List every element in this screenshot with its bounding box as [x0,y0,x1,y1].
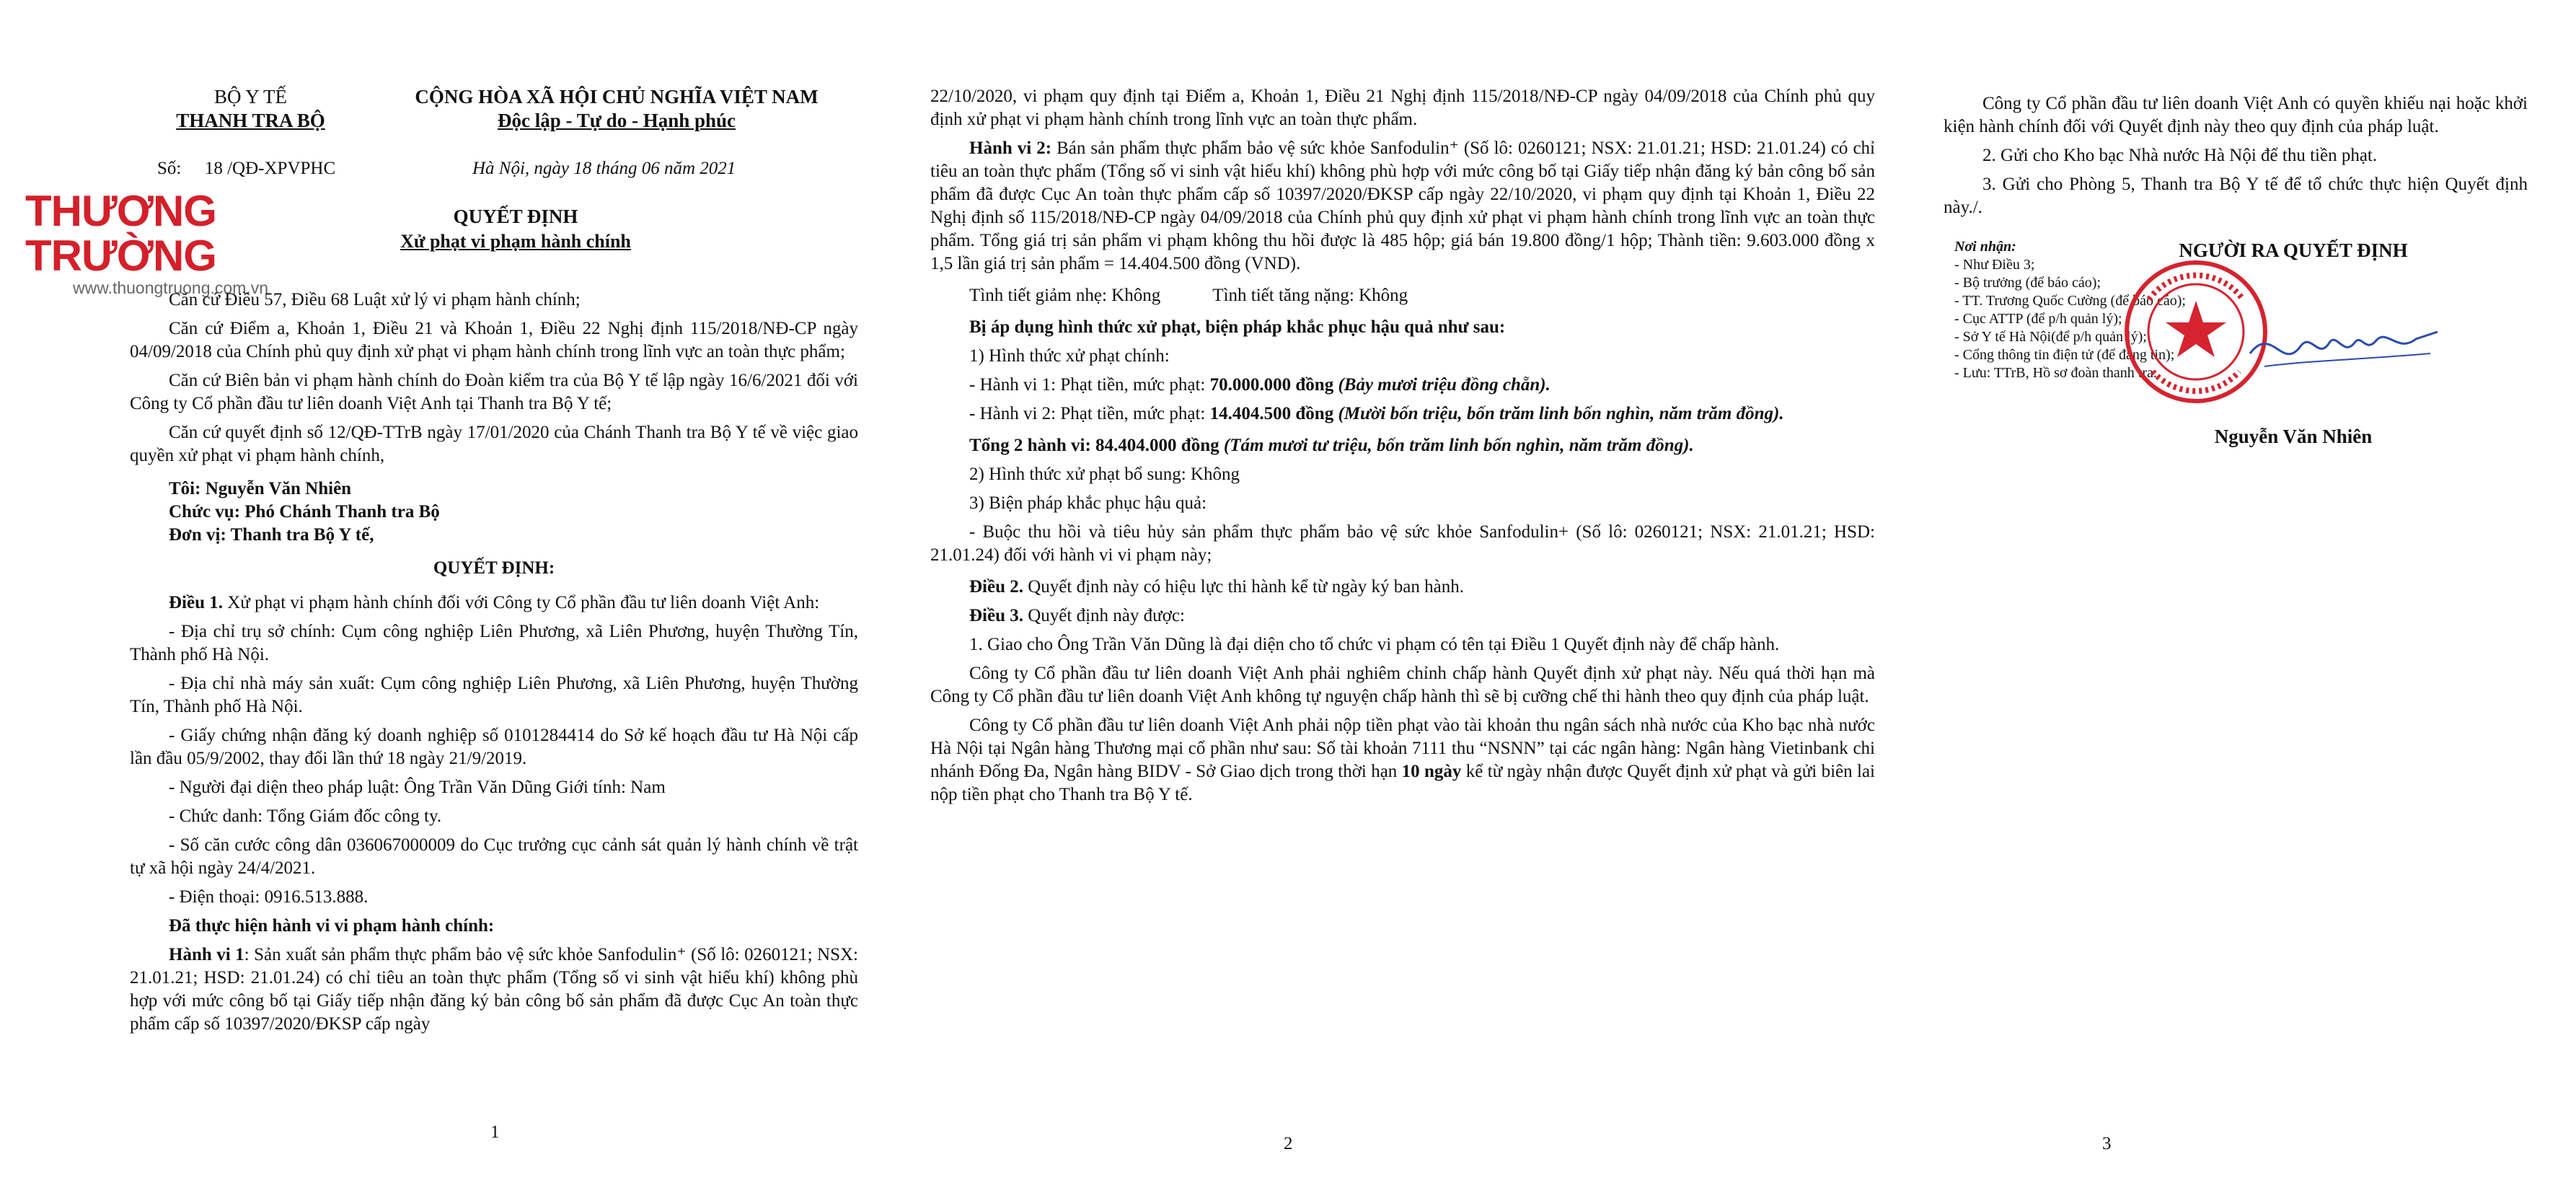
document-date: Hà Nội, ngày 18 tháng 06 năm 2021 [472,159,736,178]
agency-top: BỘ Y TẾ [214,86,287,107]
mitigating: Tình tiết giảm nhẹ: Không [969,286,1161,305]
violation-1-continued: 22/10/2020, vi phạm quy định tại Điểm a, Khoản 1, Điều 21 Nghị định 115/2018/NĐ-CP ngày 04/09/2018 của Chính phủ quy định xử phạt vi phạm hành chính trong lĩnh vực an toàn thực phẩm. [930,87,1875,129]
complaint-right: Công ty Cổ phần đầu tư liên doanh Việt Anh có quyền khiếu nại hoặc khởi kiện hành chính đối với Quyết định này theo quy định của pháp luật. [1944,94,2528,136]
company-detail: - Chức danh: Tổng Giám đốc công ty. [169,806,442,826]
company-detail: - Người đại diện theo pháp luật: Ông Trần Văn Dũng Giới tính: Nam [169,778,666,797]
send-treasury: 2. Gửi cho Kho bạc Nhà nước Hà Nội để thu tiền phạt. [1982,146,2378,165]
article-3-payment: Công ty Cổ phần đầu tư liên doanh Việt Anh phải nộp tiền phạt vào tài khoản thu ngân sách nhà nước của Kho bạc nhà nước Hà Nội tại Ngân hàng Thương mại cổ phần như sau: Số tài khoản 7111 thu “NSNN” tại các ngân hàng: Ngân hàng Vietinbank chi nhánh Đống Đa, Ngân hàng BIDV - Sở Giao dịch trong thời hạn 10 ngày kể từ ngày nhận được Quyết định xử phạt và gửi biên lai nộp tiền phạt cho Thanh tra Bộ Y tế. [930,716,1875,804]
article-1: Điều 1. Xử phạt vi phạm hành chính đối với Công ty Cổ phần đầu tư liên doanh Việt Anh: [169,593,820,612]
fine-2: - Hành vi 2: Phạt tiền, mức phạt: 14.404.500 đồng (Mười bốn triệu, bốn trăm linh bốn nghìn, năm trăm đồng). [969,404,1784,423]
page-number: 2 [1284,1134,1293,1153]
official-unit: Đơn vị: Thanh tra Bộ Y tế, [169,525,374,545]
page-2 [891,0,1904,1183]
recipient-item: - Sở Y tế Hà Nội(để p/h quản lý); [1954,329,2147,345]
official-info [169,478,858,547]
doc-title: QUYẾT ĐỊNH [453,206,578,227]
company-detail: - Giấy chứng nhận đăng ký doanh nghiệp số 0101284414 do Sở kế hoạch đầu tư Hà Nội cấp lần đầu 05/9/2002, thay đổi lần thứ 18 ngày 21/9/2019. [130,726,858,768]
basis-item: Căn cứ Điểm a, Khoản 1, Điều 21 và Khoản 1, Điều 22 Nghị định 115/2018/NĐ-CP ngày 04/09/2018 của Chính phủ quy định xử phạt vi phạm hành chính trong lĩnh vực an toàn thực phẩm; [130,319,858,361]
aggravating: Tình tiết tăng nặng: Không [1212,286,1408,305]
recipient-item: - TT. Trương Quốc Cường (để báo cáo); [1954,293,2186,309]
page-2-body [930,85,1875,812]
recipient-item: - Cổng thông tin điện tử (để đăng tin); [1954,347,2175,363]
doc-subtitle: Xử phạt vi phạm hành chính [400,231,631,252]
total-fine: Tổng 2 hành vi: 84.404.000 đồng (Tám mươi tư triệu, bốn trăm linh bốn nghìn, năm trăm đồng). [969,436,1694,455]
signer-title: NGƯỜI RA QUYẾT ĐỊNH [2179,239,2408,261]
fine-1: - Hành vi 1: Phạt tiền, mức phạt: 70.000.000 đồng (Bảy mươi triệu đồng chẵn). [969,375,1551,395]
recipient-item: - Như Điều 3; [1954,257,2035,273]
page-3-body [1944,92,2528,225]
article-2: Điều 2. Quyết định này có hiệu lực thi hành kể từ ngày ký ban hành. [969,577,1464,597]
penalty-heading: Bị áp dụng hình thức xử phạt, biện pháp khắc phục hậu quả như sau: [969,317,1506,337]
remedy-text: - Buộc thu hồi và tiêu hủy sản phẩm thực phẩm bảo vệ sức khỏe Sanfodulin+ (Số lô: 0260121; NSX: 21.01.21; HSD: 21.01.24) đối với hành vi vi phạm này; [930,522,1875,565]
official-position: Chức vụ: Phó Chánh Thanh tra Bộ [169,502,440,522]
page-number: 1 [490,1122,500,1142]
watermark-url: www.thuongtruong.com.vn [73,278,269,297]
page-1 [0,0,891,1183]
page-number: 3 [2102,1134,2112,1153]
company-detail: - Điện thoại: 0916.513.888. [169,887,369,907]
legal-basis [130,289,858,1042]
recipients-heading: Nơi nhận: [1954,239,2016,255]
official-name: Tôi: Nguyễn Văn Nhiên [169,479,352,498]
company-detail: - Địa chỉ nhà máy sản xuất: Cụm công nghiệp Liên Phương, xã Liên Phương, huyện Thường Tín, Thành phố Hà Nội. [130,674,858,716]
recipient-item: - Bộ trưởng (để báo cáo); [1954,275,2101,291]
company-detail: - Địa chỉ trụ sở chính: Cụm công nghiệp Liên Phương, xã Liên Phương, huyện Thường Tín, Thành phố Hà Nội. [130,622,858,664]
basis-item: Căn cứ Biên bản vi phạm hành chính do Đoàn kiểm tra của Bộ Y tế lập ngày 16/6/2021 đối với Công ty Cổ phần đầu tư liên doanh Việt Anh tại Thanh tra Bộ Y tế; [130,371,858,413]
agency-bottom: THANH TRA BỘ [176,110,325,131]
violation-1: Hành vi 1: Sản xuất sản phẩm thực phẩm bảo vệ sức khỏe Sanfodulin⁺ (Số lô: 0260121; NSX: 21.01.21; HSD: 21.01.24) có chỉ tiêu an toàn thực phẩm (Tổng số vi sinh vật hiếu khí) không phù hợp với mức công bố tại Giấy tiếp nhận đăng ký bản công bố sản phẩm đã được Cục An toàn thực phẩm cấp số 10397/2020/ĐKSP cấp ngày [130,945,858,1034]
recipient-item: - Cục ATTP (để p/h quản lý); [1954,311,2122,327]
signer-name: Nguyễn Văn Nhiên [2214,426,2373,447]
article-3-item-1: 1. Giao cho Ông Trần Văn Dũng là đại diện cho tổ chức vi phạm có tên tại Điều 1 Quyết định này để chấp hành. [969,635,1780,654]
document-number: Số: 18 /QĐ-XPVPHC [157,159,336,178]
national-motto: Độc lập - Tự do - Hạnh phúc [497,110,736,131]
recipient-item: - Lưu: TTrB, Hồ sơ đoàn thanh tra. [1954,365,2157,381]
basis-item: Căn cứ Điều 57, Điều 68 Luật xử lý vi phạm hành chính; [169,290,581,309]
violation-2: Hành vi 2: Bán sản phẩm thực phẩm bảo vệ sức khỏe Sanfodulin⁺ (Số lô: 0260121; NSX: 21.01.21; HSD: 21.01.24) có chỉ tiêu an toàn thực phẩm (Tổng số vi sinh vật hiếu khí) không phù hợp với mức công bố tại Giấy tiếp nhận đăng ký bản công bố sản phẩm đã được Cục An toàn thực phẩm cấp số 10397/2020/ĐKSP cấp ngày 22/10/2020, vi phạm quy định tại Khoản 1, Điều 22 Nghị định số 115/2018/NĐ-CP ngày 04/09/2018 của Chính phủ quy định xử phạt vi phạm hành chính trong lĩnh vực an toàn thực phẩm. Tổng giá trị sản phẩm vi phạm không thu hồi được là 485 hộp; giá bán 19.800 đồng/1 hộp; Thành tiền: 9.603.000 đồng x 1,5 lần giá trị sản phẩm = 14.404.500 đồng (VND). [930,138,1875,273]
watermark-brand: THƯƠNG TRƯỜNG [25,187,216,280]
country-name: CỘNG HÒA XÃ HỘI CHỦ NGHĨA VIỆT NAM [415,86,819,107]
additional-penalty: 2) Hình thức xử phạt bổ sung: Không [969,465,1240,484]
article-3: Điều 3. Quyết định này được: [969,606,1185,625]
company-detail: - Số căn cước công dân 036067000009 do Cục trưởng cục cảnh sát quản lý hành chính về trật tự xã hội ngày 24/4/2021. [130,835,858,878]
send-dept-5: 3. Gửi cho Phòng 5, Thanh tra Bộ Y tế để tổ chức thực hiện Quyết định này./. [1944,175,2528,217]
national-header [386,85,847,133]
page-3 [1904,0,2576,1183]
violations-heading: Đã thực hiện hành vi vi phạm hành chính: [169,916,495,936]
remedy-heading: 3) Biện pháp khắc phục hậu quả: [969,493,1207,513]
main-penalty: 1) Hình thức xử phạt chính: [969,346,1170,366]
circumstances [930,284,1875,307]
article-3-compliance: Công ty Cổ phần đầu tư liên doanh Việt Anh phải nghiêm chỉnh chấp hành Quyết định xử phạt này. Nếu quá thời hạn mà Công ty Cổ phần đầu tư liên doanh Việt Anh không tự nguyện chấp hành thì sẽ bị cưỡng chế thi hành theo quy định của pháp luật. [930,664,1875,706]
signature [2243,303,2445,382]
decide-heading: QUYẾT ĐỊNH: [433,558,555,578]
agency-header [162,85,339,133]
basis-item: Căn cứ quyết định số 12/QĐ-TTrB ngày 17/01/2020 của Chánh Thanh tra Bộ Y tế về việc giao quyền xử phạt vi phạm hành chính, [130,423,858,465]
